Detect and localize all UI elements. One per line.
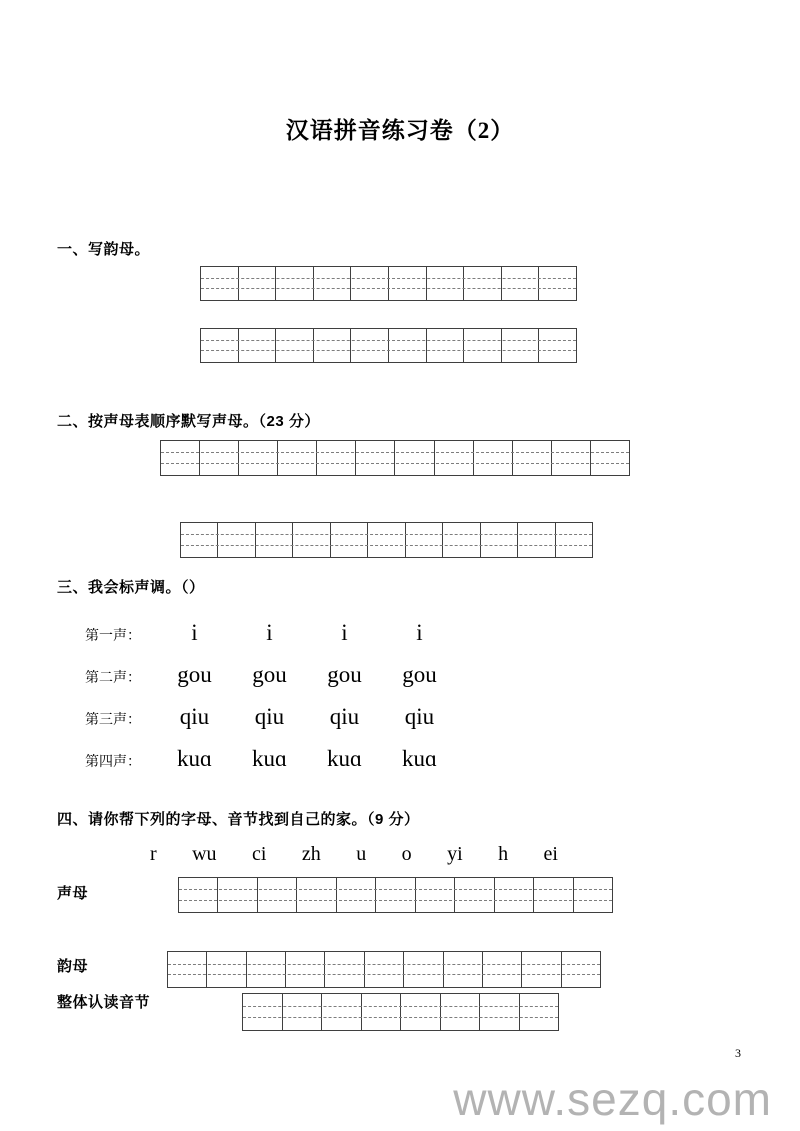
grid-cell	[395, 441, 434, 475]
grid-cell	[181, 523, 218, 557]
tone-item: gou	[177, 662, 212, 687]
grid-cell	[207, 952, 246, 987]
grid-cell	[276, 267, 314, 300]
letter-item: wu	[192, 843, 217, 865]
tone-row-label: 第三声：	[85, 711, 141, 727]
grid-cell	[365, 952, 404, 987]
tone-item: gou	[252, 662, 287, 687]
section-four-heading: 四、请你帮下列的字母、音节找到自己的家。（9 分）	[57, 811, 420, 828]
grid-cell	[502, 329, 540, 362]
writing-grid	[200, 266, 577, 301]
letter-item: yi	[447, 843, 463, 865]
grid-cell	[441, 994, 481, 1030]
grid-cell	[351, 267, 389, 300]
writing-grid	[178, 877, 613, 913]
writing-grid	[160, 440, 630, 476]
watermark: www.sezq.com	[453, 1073, 772, 1125]
grid-cell	[591, 441, 629, 475]
tone-row-second	[85, 662, 457, 688]
grid-cell	[356, 441, 395, 475]
grid-cell	[404, 952, 443, 987]
tone-row-third	[85, 704, 457, 730]
section-three-heading: 三、我会标声调。（）	[57, 579, 205, 596]
grid-cell	[278, 441, 317, 475]
grid-cell	[520, 994, 559, 1030]
grid-cell	[539, 329, 576, 362]
grid-cell	[534, 878, 573, 912]
grid-cell	[256, 523, 293, 557]
grid-cell	[513, 441, 552, 475]
writing-grid	[242, 993, 559, 1031]
grid-cell	[239, 329, 277, 362]
grid-cell	[351, 329, 389, 362]
tone-item: kuɑ	[251, 746, 288, 771]
grid-cell	[362, 994, 402, 1030]
grid-cell	[483, 952, 522, 987]
grid-cell	[314, 267, 352, 300]
grid-cell	[389, 329, 427, 362]
grid-cell	[455, 878, 494, 912]
grid-cell	[401, 994, 441, 1030]
grid-cell	[444, 952, 483, 987]
tone-row-label: 第二声：	[85, 669, 141, 685]
grid-cell	[368, 523, 405, 557]
letter-item: o	[401, 843, 412, 865]
writing-grid	[200, 328, 577, 363]
tone-item: i	[266, 620, 273, 645]
page-title: 汉语拼音练习卷（2）	[285, 118, 515, 143]
tone-item: qiu	[404, 704, 435, 729]
letter-item: h	[498, 843, 509, 865]
grid-cell	[293, 523, 330, 557]
grid-cell	[258, 878, 297, 912]
tone-row-fourth	[85, 746, 457, 772]
grid-cell	[518, 523, 555, 557]
grid-cell	[239, 267, 277, 300]
grid-cell	[474, 441, 513, 475]
tone-item: kuɑ	[401, 746, 438, 771]
grid-cell	[480, 994, 520, 1030]
grid-cell	[218, 523, 255, 557]
tone-item: qiu	[254, 704, 285, 729]
letter-item: r	[150, 843, 157, 865]
grid-cell	[435, 441, 474, 475]
grid-cell	[276, 329, 314, 362]
grid-cell	[427, 267, 465, 300]
grid-cell	[243, 994, 283, 1030]
tone-item: kuɑ	[326, 746, 363, 771]
tone-row-label: 第一声：	[85, 627, 141, 643]
shengmu-label: 声母	[57, 885, 89, 902]
tone-row-first	[85, 620, 457, 646]
grid-cell	[464, 267, 502, 300]
grid-cell	[406, 523, 443, 557]
grid-cell	[556, 523, 592, 557]
grid-cell	[552, 441, 591, 475]
tone-item: i	[341, 620, 348, 645]
grid-cell	[376, 878, 415, 912]
tone-item: i	[191, 620, 198, 645]
grid-cell	[325, 952, 364, 987]
grid-cell	[464, 329, 502, 362]
tone-row-label: 第四声：	[85, 753, 141, 769]
grid-cell	[201, 329, 239, 362]
grid-cell	[283, 994, 323, 1030]
grid-cell	[574, 878, 612, 912]
letter-item: ci	[252, 843, 267, 865]
letters-row	[150, 843, 558, 866]
tone-item: gou	[402, 662, 437, 687]
tone-item: i	[416, 620, 423, 645]
grid-cell	[522, 952, 561, 987]
grid-cell	[416, 878, 455, 912]
grid-cell	[562, 952, 600, 987]
grid-cell	[297, 878, 336, 912]
writing-grid	[180, 522, 593, 558]
grid-cell	[239, 441, 278, 475]
grid-cell	[317, 441, 356, 475]
grid-cell	[314, 329, 352, 362]
tone-item: qiu	[179, 704, 210, 729]
grid-cell	[502, 267, 540, 300]
grid-cell	[331, 523, 368, 557]
tone-item: kuɑ	[176, 746, 213, 771]
grid-cell	[389, 267, 427, 300]
grid-cell	[286, 952, 325, 987]
page-number: 3	[735, 1046, 741, 1060]
letter-item: u	[356, 843, 367, 865]
grid-cell	[201, 267, 239, 300]
grid-cell	[481, 523, 518, 557]
grid-cell	[218, 878, 257, 912]
grid-cell	[495, 878, 534, 912]
letter-item: ei	[543, 843, 558, 865]
section-two-heading: 二、按声母表顺序默写声母。（23 分）	[57, 413, 320, 430]
grid-cell	[443, 523, 480, 557]
grid-cell	[179, 878, 218, 912]
tone-item: gou	[327, 662, 362, 687]
grid-cell	[427, 329, 465, 362]
grid-cell	[168, 952, 207, 987]
grid-cell	[322, 994, 362, 1030]
grid-cell	[200, 441, 239, 475]
zhengti-label: 整体认读音节	[57, 994, 151, 1011]
grid-cell	[337, 878, 376, 912]
grid-cell	[247, 952, 286, 987]
section-one-heading: 一、写韵母。	[57, 241, 151, 258]
grid-cell	[161, 441, 200, 475]
tone-item: qiu	[329, 704, 360, 729]
letter-item: zh	[301, 843, 321, 865]
writing-grid	[167, 951, 601, 988]
grid-cell	[539, 267, 576, 300]
yunmu-label: 韵母	[57, 958, 89, 975]
